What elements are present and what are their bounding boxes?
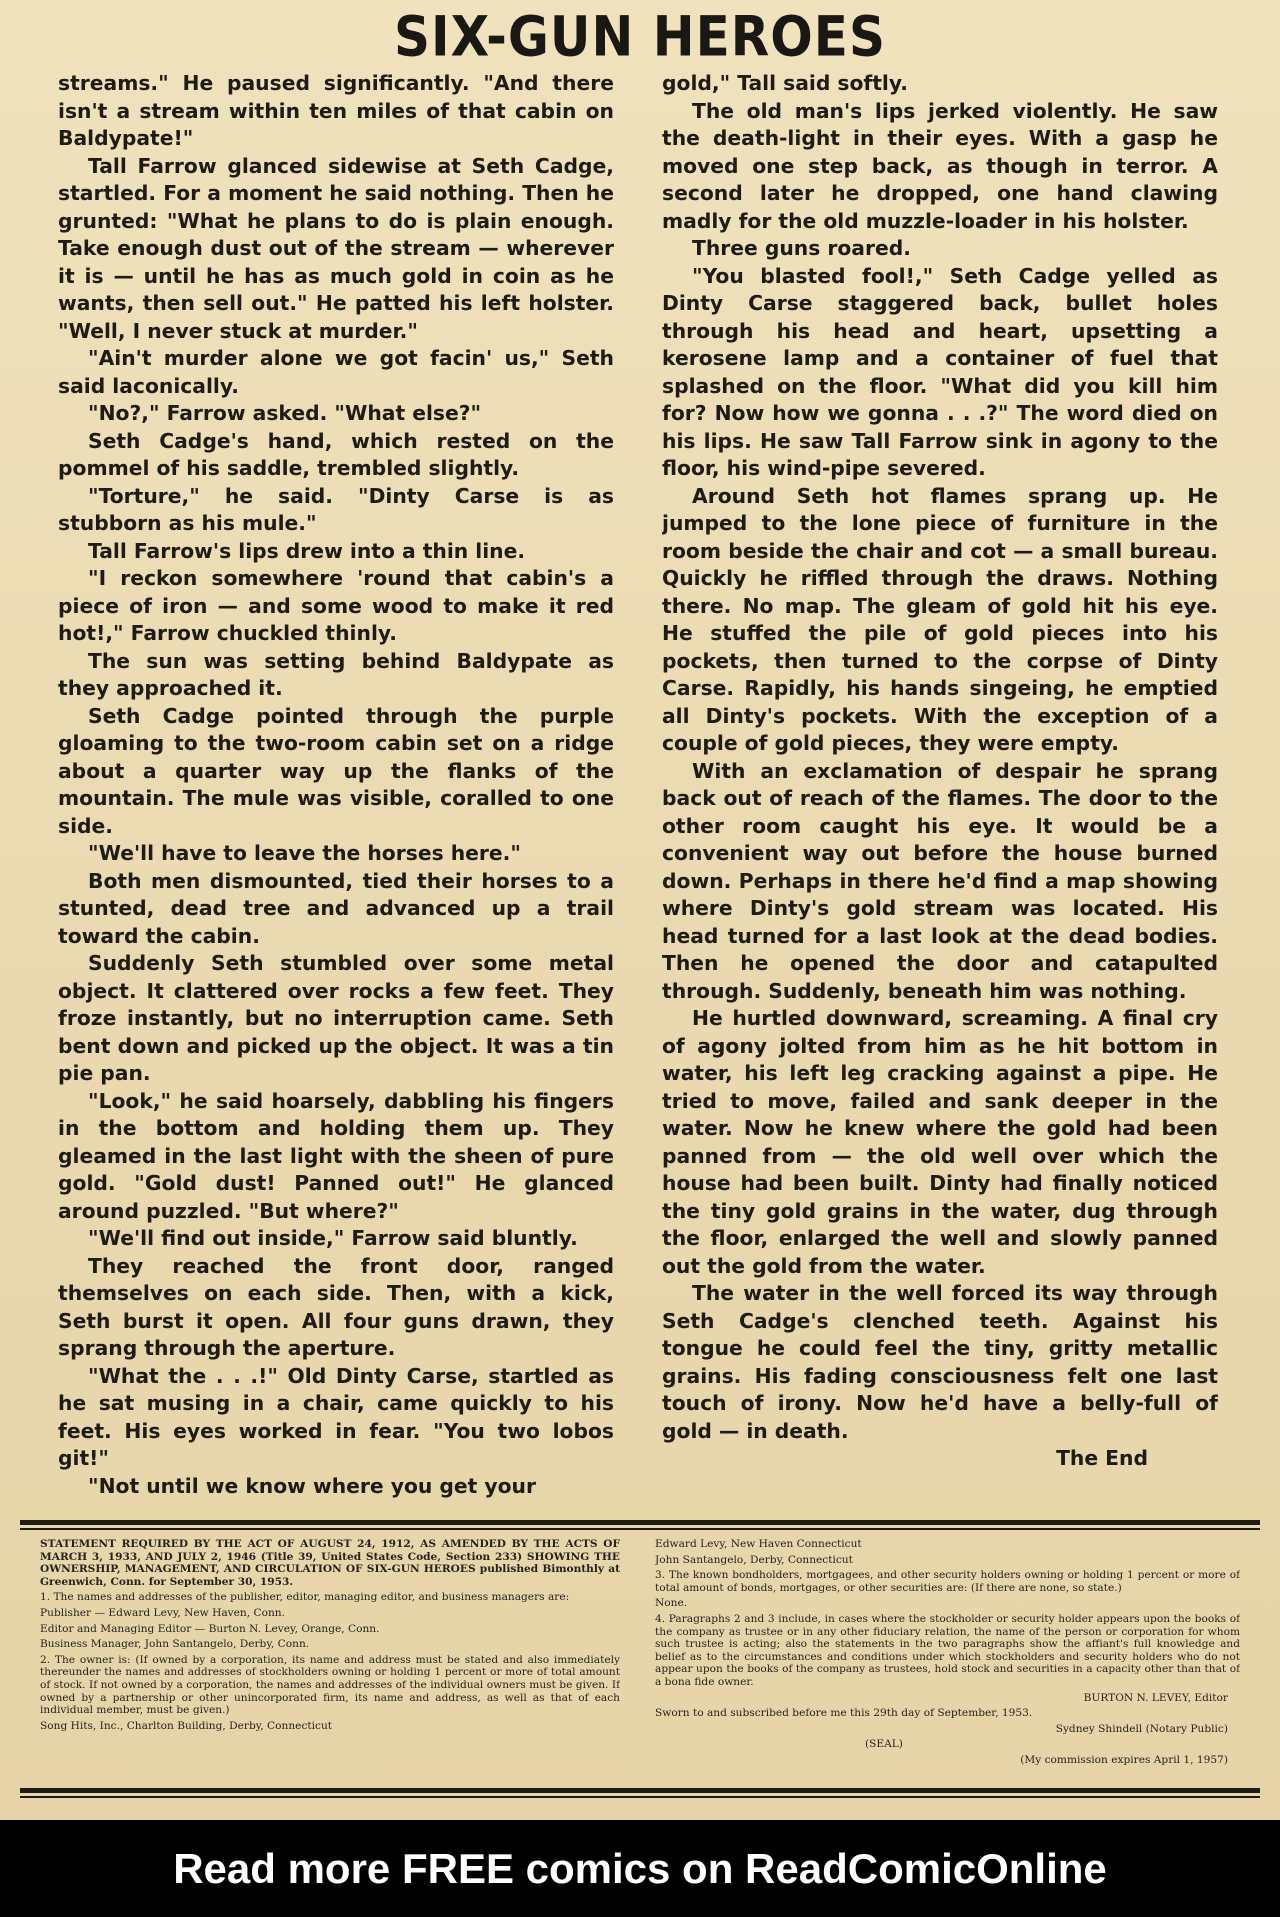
- story-paragraph: Tall Farrow glanced sidewise at Seth Cadge, startled. For a moment he said nothing. Then he grunted: "What he plans to do is plain enough. Take enough dust out of the stream — wherever it is — until he has as much gold in coin as he wants, then sell out." He patted his left holster. "Well, I never stuck at murder.": [58, 153, 614, 343]
- story-paragraph: With an exclamation of despair he sprang back out of reach of the flames. The door to the other room caught his eye. It would be a convenient way out before the house burned down. Perhaps in there he'd find a map showing where Dinty's gold stream was located. His head turned for a last look at the dead bodies. Then he opened the door and catapulted through. Suddenly, beneath him was nothing.: [662, 758, 1218, 1003]
- page-title: SIX-GUN HEROES: [394, 5, 886, 69]
- story-column-left: [58, 70, 614, 1510]
- story-paragraph: "You blasted fool!," Seth Cadge yelled as Dinty Carse staggered back, bullet holes through his head and heart, upsetting a kerosene lamp and a container of fuel that splashed on the floor. "What did you kill him for? Now how we gonna . . .?" The word died on his lips. He saw Tall Farrow sink in agony to the floor, his wind-pipe severed.: [662, 263, 1218, 480]
- statement-line: 3. The known bondholders, mortgagees, and other security holders owning or holding 1 percent or more of total amount of bonds, mortgages, or other securities are: (If there are none, so state.): [655, 1569, 1240, 1594]
- story-paragraph: "We'll find out inside," Farrow said bluntly.: [88, 1226, 578, 1250]
- story-paragraph: Seth Cadge pointed through the purple gloaming to the two-room cabin set on a ridge about a quarter way up the flanks of the mountain. The mule was visible, coralled to one side.: [58, 703, 614, 838]
- story-paragraph: streams." He paused significantly. "And there isn't a stream within ten miles of that cabin on Baldypate!": [58, 71, 614, 150]
- statement-line: 2. The owner is: (If owned by a corporation, its name and address must be stated and also immediately thereunder the names and addresses of stockholders owning or holding 1 percent or more of total amount of stock. If not owned by a corporation, the names and addresses of the individual owners must be given. If owned by a partnership or other unincorporated firm, its name and address, as well as that of each individual member, must be given.): [40, 1653, 620, 1717]
- story-column-right: [662, 70, 1218, 1510]
- story-paragraph: Tall Farrow's lips drew into a thin line.: [88, 538, 526, 563]
- story-paragraph: "Ain't murder alone we got facin' us," Seth said laconically.: [58, 346, 614, 398]
- story-paragraph: The old man's lips jerked violently. He saw the death-light in their eyes. With a gasp he moved one step back, as though in terror. A second later he dropped, one hand clawing madly for the old muzzle-loader in his holster.: [662, 98, 1218, 233]
- commission-line: (My commission expires April 1, 1957): [1020, 1753, 1228, 1766]
- sworn-line: Sworn to and subscribed before me this 29th day of September, 1953.: [655, 1707, 1033, 1720]
- statement-line: Edward Levy, New Haven Connecticut: [655, 1538, 862, 1550]
- divider: [20, 1788, 1260, 1793]
- story-paragraph: "We'll have to leave the horses here.": [88, 841, 521, 865]
- story-paragraph: "What the . . .!" Old Dinty Carse, startled as he sat musing in a chair, came quickly to his feet. His eyes worked in fear. "You two lobos git!": [58, 1363, 614, 1470]
- story-paragraph: Seth Cadge's hand, which rested on the pommel of his saddle, trembled slightly.: [58, 428, 614, 480]
- story-paragraph: "No?," Farrow asked. "What else?": [88, 401, 482, 425]
- story-paragraph: Around Seth hot flames sprang up. He jumped to the lone piece of furniture in the room beside the chair and cot — a small bureau. Quickly he riffled through the draws. Nothing there. No map. The gleam of gold hit his eye. He stuffed the pile of gold pieces into his pockets, then turned to the corpse of Dinty Carse. Rapidly, his hands singeing, he emptied all Dinty's pockets. With the exception of a couple of gold pieces, they were empty.: [662, 483, 1218, 755]
- statement-line: Editor and Managing Editor — Burton N. Levey, Orange, Conn.: [40, 1622, 380, 1635]
- statement-line: John Santangelo, Derby, Connecticut: [655, 1553, 853, 1566]
- divider: [20, 1796, 1260, 1798]
- divider: [20, 1528, 1260, 1530]
- statement-line: 4. Paragraphs 2 and 3 include, in cases where the stockholder or security holder appears upon the books of the company as trustee or in any other fiduciary relation, the name of the person or corporation for whom such trustee is acting; also the statements in the two paragraphs show the affiant's full knowledge and belief as to the circumstances and conditions under which stockholders and security holders who do not appear upon the books of the company as trustees, hold stock and securities in a capacity other than that of a bona fide owner.: [655, 1612, 1240, 1688]
- statement-line: 1. The names and addresses of the publisher, editor, managing editor, and business managers are:: [40, 1591, 570, 1604]
- story-paragraph: The sun was setting behind Baldypate as they approached it.: [58, 648, 614, 700]
- story-paragraph: Three guns roared.: [692, 236, 911, 260]
- statement-heading: STATEMENT REQUIRED BY THE ACT OF AUGUST 24, 1912, AS AMENDED BY THE ACTS OF MARCH 3, 1933, AND JULY 2, 1946 (Title 39, United States Code, Section 233) SHOWING THE OWNERSHIP, MANAGEMENT, AND CIRCULATION OF SIX-GUN HEROES published Bimonthly at Greenwich, Conn. for September 30, 1953.: [40, 1538, 620, 1588]
- ownership-statement-left: [40, 1538, 620, 1783]
- notary-name: Sydney Shindell (Notary Public): [1055, 1722, 1228, 1735]
- editor-signature: BURTON N. LEVEY, Editor: [1083, 1691, 1228, 1704]
- story-paragraph: gold," Tall said softly.: [662, 71, 908, 95]
- seal-label: (SEAL): [865, 1738, 903, 1751]
- story-paragraph: He hurtled downward, screaming. A final cry of agony jolted from him as he hit bottom in water, his left leg cracking against a pipe. He tried to move, failed and sank deeper in the water. Now he knew where the gold had been panned from — the old well over which the house had been built. Dinty had finally noticed the tiny gold grains in the water, dug through the floor, enlarged the well and slowly panned out the gold from the water.: [662, 1006, 1218, 1278]
- ownership-statement-right: [655, 1538, 1240, 1783]
- promo-banner: Read more FREE comics on ReadComicOnline: [0, 1820, 1280, 1917]
- story-paragraph: "Not until we know where you get your: [88, 1473, 536, 1498]
- divider: [20, 1520, 1260, 1525]
- statement-line: Business Manager, John Santangelo, Derby, Conn.: [40, 1638, 310, 1651]
- statement-line: None.: [655, 1597, 688, 1610]
- story-paragraph: They reached the front door, ranged themselves on each side. Then, with a kick, Seth burst it open. All four guns drawn, they sprang through the aperture.: [58, 1253, 614, 1360]
- story-paragraph: "Look," he said hoarsely, dabbling his fingers in the bottom and holding them up. They gleamed in the last light with the sheen of pure gold. "Gold dust! Panned out!" He glanced around puzzled. "But where?": [58, 1088, 614, 1223]
- story-paragraph: "I reckon somewhere 'round that cabin's a piece of iron — and some wood to make it red hot!," Farrow chuckled thinly.: [58, 566, 614, 645]
- story-paragraph: Suddenly Seth stumbled over some metal object. It clattered over rocks a few feet. They froze instantly, but no interruption came. Seth bent down and picked up the object. It was a tin pie pan.: [58, 951, 614, 1085]
- statement-line: Song Hits, Inc., Charlton Building, Derby, Connecticut: [40, 1719, 333, 1732]
- story-paragraph: The water in the well forced its way through Seth Cadge's clenched teeth. Against his tongue he could feel the tiny, gritty metallic grains. His fading consciousness felt one last touch of irony. Now he'd have a belly-full of gold — in death.: [662, 1281, 1218, 1443]
- story-paragraph: "Torture," he said. "Dinty Carse is as stubborn as his mule.": [58, 483, 614, 535]
- story-paragraph: Both men dismounted, tied their horses to a stunted, dead tree and advanced up a trail toward the cabin.: [58, 868, 614, 948]
- statement-line: Publisher — Edward Levy, New Haven, Conn.: [40, 1606, 285, 1619]
- the-end-label: The End: [1056, 1446, 1148, 1470]
